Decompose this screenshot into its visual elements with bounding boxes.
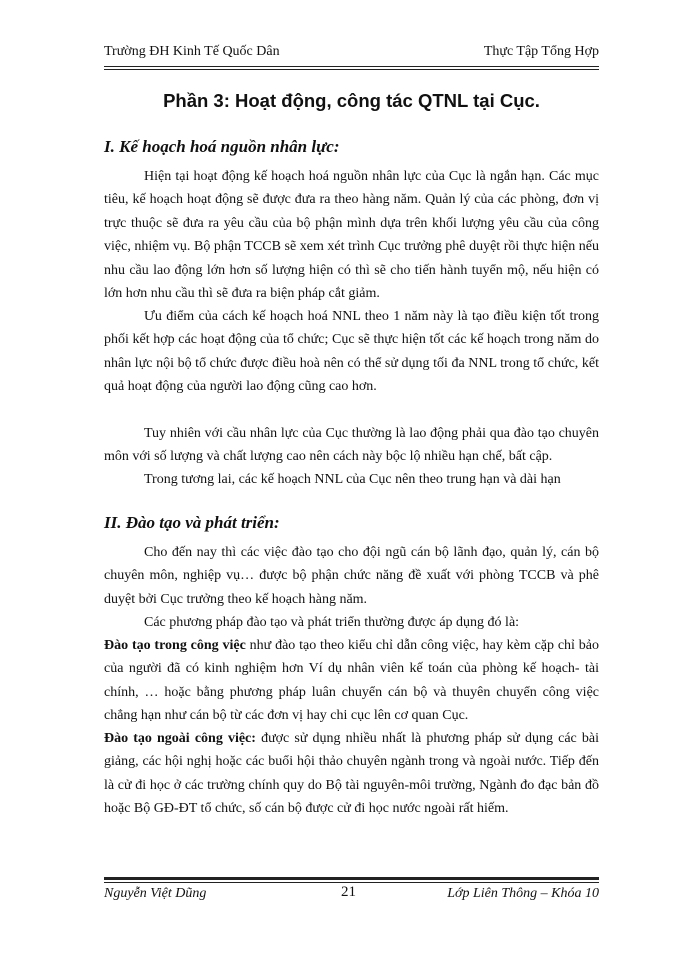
header-university: Trường ĐH Kinh Tế Quốc Dân	[104, 44, 280, 59]
paragraph-text: được sử dụng nhiều nhất là phương pháp sử dụng các bài giảng, các hội nghị hoặc các buổi hội thảo chuyên ngành trong và ngoài nước. Tiếp đến là cử đi học ở các trường chính quy do Bộ tài nguyên-môi trường, Ngành đo đạc bản đồ hoặc Bộ GĐ-ĐT tổ chức, số cán bộ được cử đi học nước ngoài rất hiếm.	[104, 731, 599, 817]
footer-class: Lớp Liên Thông – Khóa 10	[447, 886, 599, 901]
paragraph: Hiện tại hoạt động kế hoạch hoá nguồn nhân lực của Cục là ngắn hạn. Các mục tiêu, kế hoạch hoạt động sẽ được đưa ra theo hàng năm. Quản lý của các phòng, đơn vị trực thuộc sẽ đưa ra yêu cầu của bộ phận mình dựa trên khối lượng yêu cầu của công việc, nhiệm vụ. Bộ phận TCCB sẽ xem xét trình Cục trưởng phê duyệt rồi thực hiện nếu nhu cầu lao động lớn hơn số lượng hiện có thì sẽ cho tiến hành tuyển mộ, nếu hiện có lớn hơn nhu cầu thì sẽ đưa ra biện pháp cắt giảm.	[104, 169, 599, 302]
paragraph: Các phương pháp đào tạo và phát triển thường được áp dụng đó là:	[144, 615, 520, 630]
header-rule	[104, 66, 599, 70]
paragraph: Ưu điểm của cách kế hoạch hoá NNL theo 1 năm này là tạo điều kiện tốt trong phối kết hợp các hoạt động của tổ chức; Cục sẽ thực hiện tốt các kế hoạch trong năm do nhân lực nội bộ tổ chức được điều hoà nên có thể sử dụng tối đa NNL trong tổ chức, kết quả hoạt động của người lao động cũng cao hơn.	[104, 309, 599, 395]
paragraph-text: như đào tạo theo kiểu chỉ dẫn công việc, hay kèm cặp chỉ bảo của người đã có kinh nghiệm hơn Ví dụ nhân viên kế toán của phòng kế hoạch- tài chính, … hoặc bằng phương pháp luân chuyển cán bộ và thuyên chuyển công việc chẳng hạn như cán bộ từ các đơn vị hay chi cục lên cơ quan Cục.	[104, 638, 599, 724]
term-on-the-job-training: Đào tạo trong công việc	[104, 638, 246, 653]
term-off-the-job-training: Đào tạo ngoài công việc:	[104, 731, 256, 746]
footer-rule	[104, 877, 599, 883]
section-heading-planning: I. Kế hoạch hoá nguồn nhân lực:	[104, 137, 340, 156]
header-report-type: Thực Tập Tổng Hợp	[483, 44, 599, 59]
page-footer	[104, 886, 599, 906]
footer-author: Nguyễn Việt Dũng	[104, 886, 207, 901]
paragraph: Tuy nhiên với cầu nhân lực của Cục thường là lao động phải qua đào tạo chuyên môn với số lượng và chất lượng cao nên cách này bộc lộ nhiều hạn chế, bất cập.	[104, 426, 599, 465]
paragraph: Trong tương lai, các kế hoạch NNL của Cục nên theo trung hạn và dài hạn	[144, 472, 561, 487]
page-header	[104, 44, 599, 64]
section-heading-training: II. Đào tạo và phát triển:	[104, 513, 280, 532]
paragraph	[104, 634, 599, 728]
page-title: Phần 3: Hoạt động, công tác QTNL tại Cục.	[163, 90, 540, 111]
paragraph	[104, 727, 599, 821]
paragraph: Cho đến nay thì các việc đào tạo cho đội ngũ cán bộ lãnh đạo, quản lý, cán bộ chuyên môn, nghiệp vụ… được bộ phận chức năng đề xuất với phòng TCCB và phê duyệt bởi Cục trưởng theo kế hoạch hàng năm.	[104, 545, 599, 607]
page-number: 21	[341, 884, 356, 900]
